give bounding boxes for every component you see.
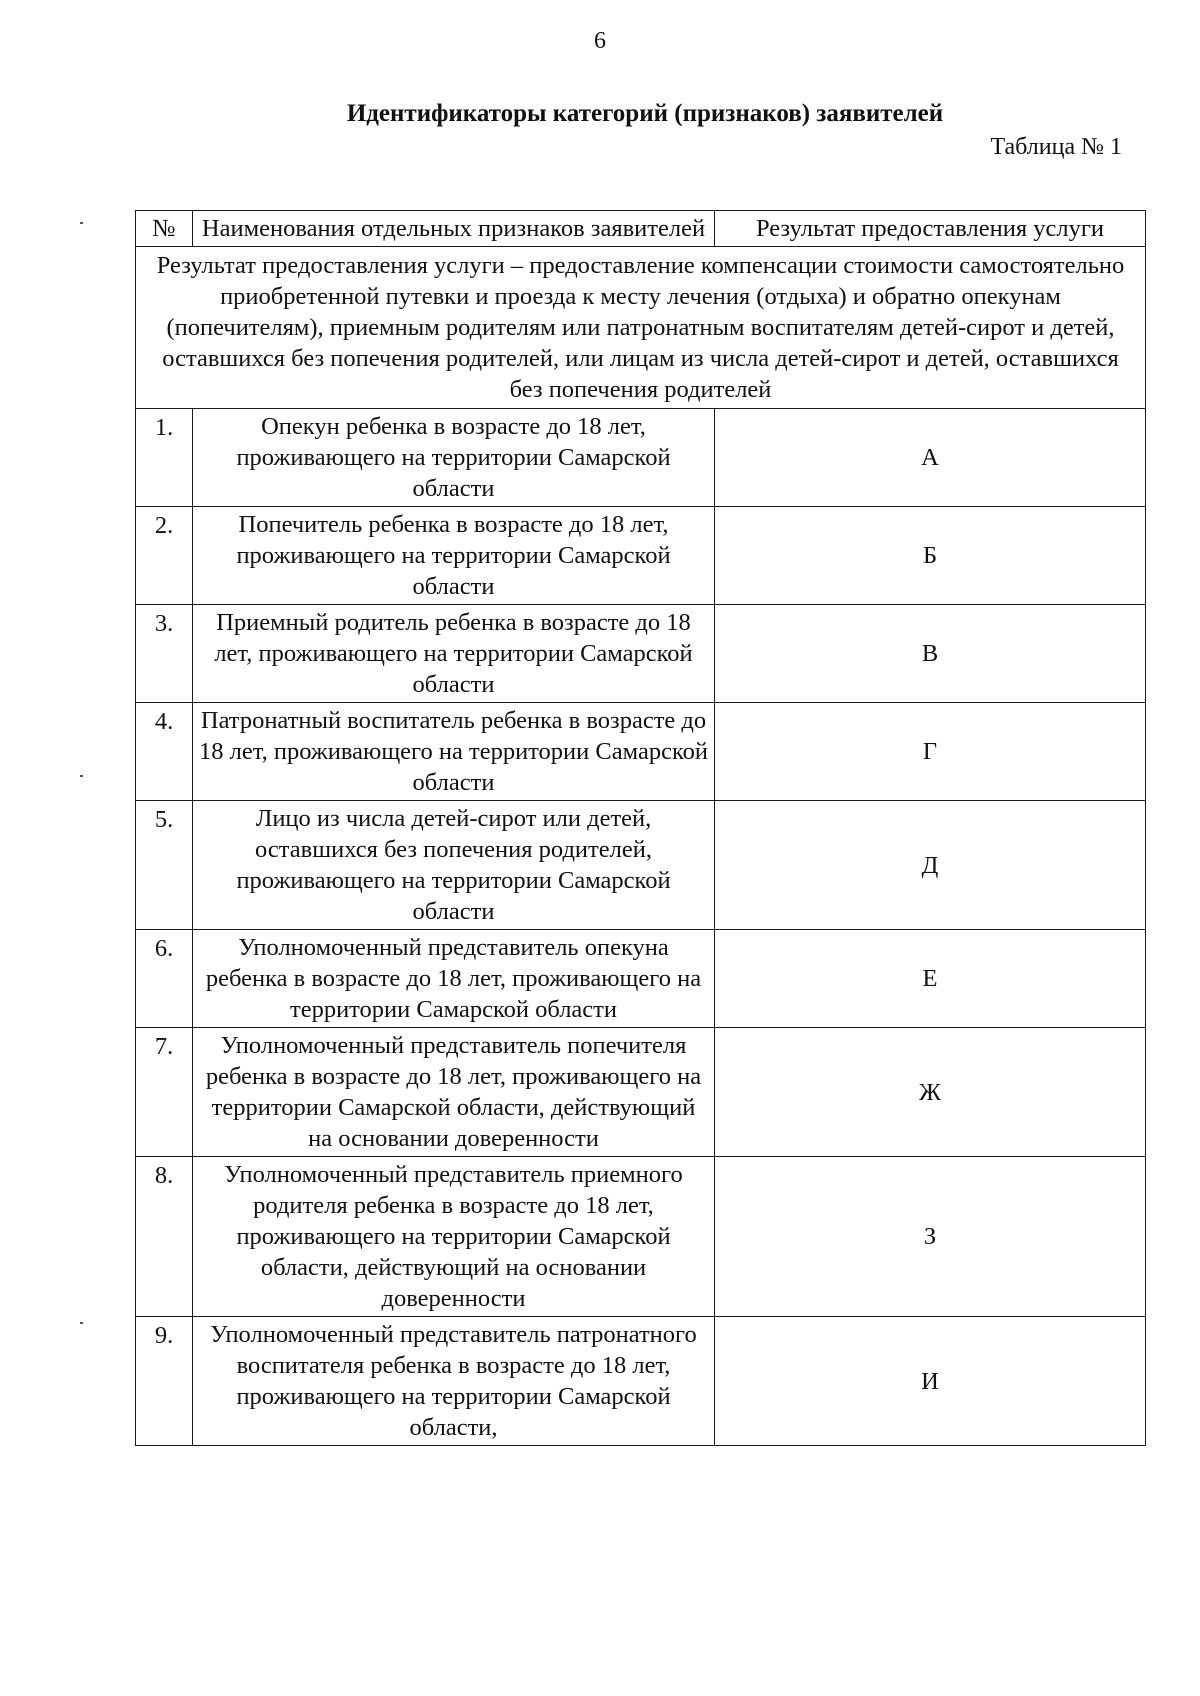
row-number: 3.: [136, 605, 193, 703]
row-attribute: Приемный родитель ребенка в возрасте до 18 лет, проживающего на территории Самарской области: [193, 605, 715, 703]
header-attribute: Наименования отдельных признаков заявителей: [193, 211, 715, 247]
table-row: [136, 1157, 1146, 1317]
row-result: А: [715, 409, 1146, 507]
scan-mark: [80, 222, 83, 224]
document-title: Идентификаторы категорий (признаков) заявителей: [346, 100, 944, 127]
table-row: [136, 507, 1146, 605]
row-result: Е: [715, 930, 1146, 1028]
row-result: Г: [715, 703, 1146, 801]
row-number: 6.: [136, 930, 193, 1028]
table-header-row: [136, 211, 1146, 247]
row-attribute: Уполномоченный представитель попечителя ребенка в возрасте до 18 лет, проживающего на территории Самарской области, действующий на основании доверенности: [193, 1028, 715, 1157]
scan-mark: [80, 1322, 83, 1324]
row-number: 5.: [136, 801, 193, 930]
page-number: 6: [594, 28, 606, 54]
row-attribute: Патронатный воспитатель ребенка в возрасте до 18 лет, проживающего на территории Самарской области: [193, 703, 715, 801]
table-row: [136, 1317, 1146, 1446]
row-number: 7.: [136, 1028, 193, 1157]
row-result: В: [715, 605, 1146, 703]
row-result: Ж: [715, 1028, 1146, 1157]
table-row: [136, 1028, 1146, 1157]
row-attribute: Лицо из числа детей-сирот или детей, оставшихся без попечения родителей, проживающего на территории Самарской области: [193, 801, 715, 930]
table-row: [136, 605, 1146, 703]
categories-table: [135, 210, 1146, 1446]
header-result: Результат предоставления услуги: [715, 211, 1146, 247]
row-result: З: [715, 1157, 1146, 1317]
section-text: Результат предоставления услуги – предоставление компенсации стоимости самостоятельно приобретенной путевки и проезда к месту лечения (отдыха) и обратно опекунам (попечителям), приемным родителям или патронатным воспитателям детей-сирот и детей, оставшихся без попечения родителей, или лицам из числа детей-сирот и детей, оставшихся без попечения родителей: [136, 247, 1146, 409]
row-number: 8.: [136, 1157, 193, 1317]
table-row: [136, 930, 1146, 1028]
row-number: 2.: [136, 507, 193, 605]
row-attribute: Уполномоченный представитель опекуна ребенка в возрасте до 18 лет, проживающего на территории Самарской области: [193, 930, 715, 1028]
row-result: И: [715, 1317, 1146, 1446]
row-attribute: Уполномоченный представитель патронатного воспитателя ребенка в возрасте до 18 лет, проживающего на территории Самарской области,: [193, 1317, 715, 1446]
row-attribute: Уполномоченный представитель приемного родителя ребенка в возрасте до 18 лет, проживающего на территории Самарской области, действующий на основании доверенности: [193, 1157, 715, 1317]
table-row: [136, 703, 1146, 801]
row-result: Д: [715, 801, 1146, 930]
section-row: [136, 247, 1146, 409]
row-number: 1.: [136, 409, 193, 507]
row-number: 4.: [136, 703, 193, 801]
row-attribute: Опекун ребенка в возрасте до 18 лет, проживающего на территории Самарской области: [193, 409, 715, 507]
table-row: [136, 409, 1146, 507]
table-label: Таблица № 1: [990, 134, 1122, 160]
row-number: 9.: [136, 1317, 193, 1446]
scan-mark: [80, 775, 83, 777]
table-row: [136, 801, 1146, 930]
header-number: №: [136, 211, 193, 247]
row-attribute: Попечитель ребенка в возрасте до 18 лет, проживающего на территории Самарской области: [193, 507, 715, 605]
row-result: Б: [715, 507, 1146, 605]
